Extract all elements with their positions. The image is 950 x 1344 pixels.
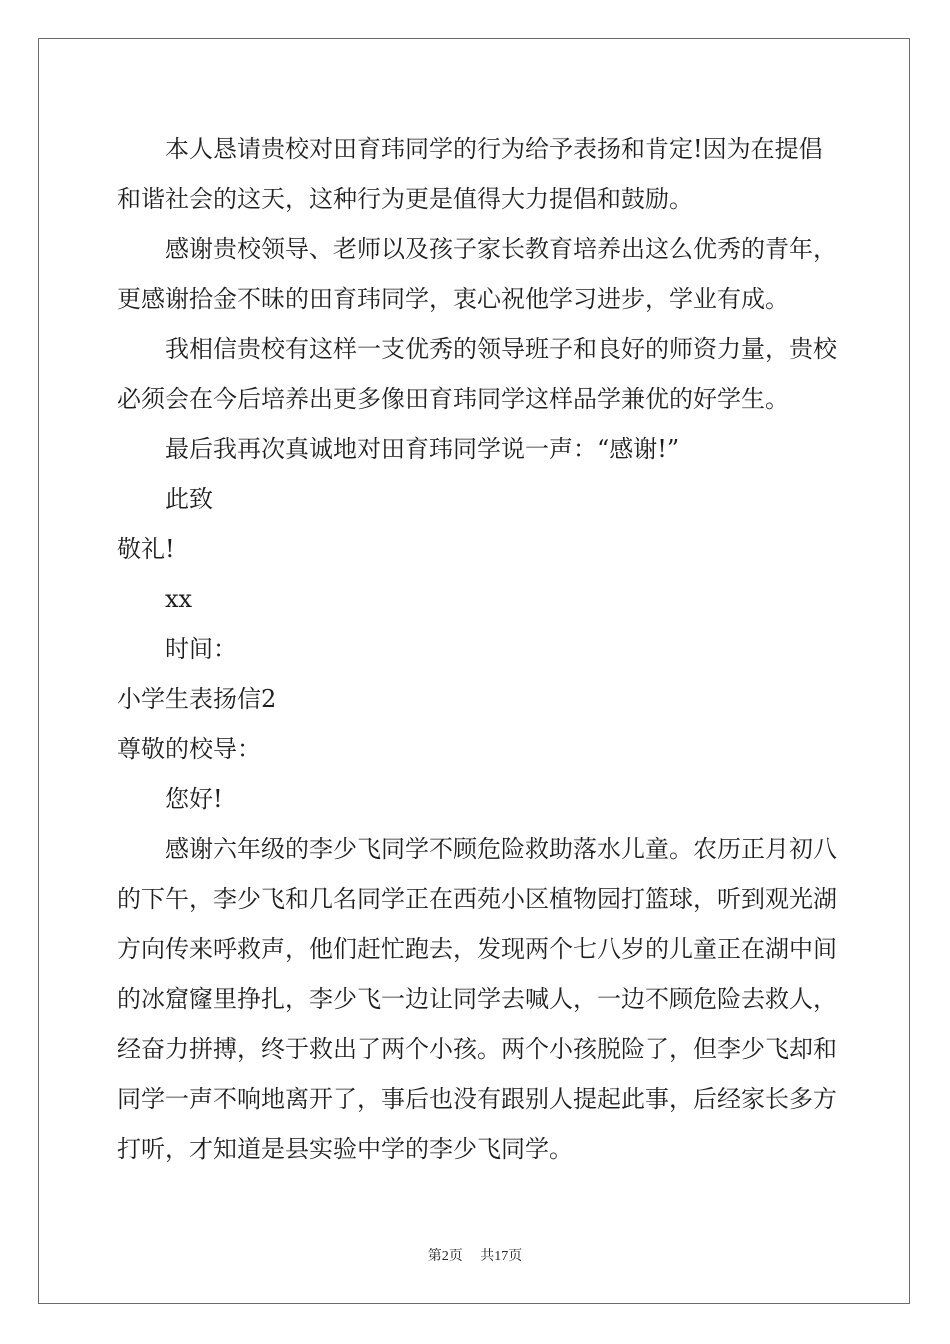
body-line: 感谢六年级的李少飞同学不顾危险救助落水儿童。农历正月初八 xyxy=(165,835,837,863)
body-line: 经奋力拼搏，终于救出了两个小孩。两个小孩脱险了，但李少飞却和 xyxy=(117,1035,837,1063)
body-line: 同学一声不响地离开了，事后也没有跟别人提起此事，后经家长多方 xyxy=(117,1085,837,1113)
body-line: 更感谢拾金不昧的田育玮同学，衷心祝他学习进步，学业有成。 xyxy=(117,285,789,313)
greeting: 您好! xyxy=(165,785,223,813)
body-line: 的下午，李少飞和几名同学正在西苑小区植物园打篮球，听到观光湖 xyxy=(117,885,837,913)
body-line: 感谢贵校领导、老师以及孩子家长教育培养出这么优秀的青年， xyxy=(165,235,837,263)
greeting-recipient: 尊敬的校导： xyxy=(117,735,261,763)
body-line: 方向传来呼救声，他们赶忙跑去，发现两个七八岁的儿童正在湖中间 xyxy=(117,935,837,963)
body-line: 的冰窟窿里挣扎，李少飞一边让同学去喊人，一边不顾危险去救人， xyxy=(117,985,837,1013)
body-line: 我相信贵校有这样一支优秀的领导班子和良好的师资力量，贵校 xyxy=(165,335,837,363)
page-border xyxy=(38,38,910,1304)
page-footer xyxy=(0,1245,950,1265)
page-number: 第2页 xyxy=(427,1249,463,1264)
date-label: 时间： xyxy=(165,635,237,663)
body-line: 本人恳请贵校对田育玮同学的行为给予表扬和肯定!因为在提倡 xyxy=(165,135,823,163)
body-line: 必须会在今后培养出更多像田育玮同学这样品学兼优的好学生。 xyxy=(117,385,789,413)
body-line: 和谐社会的这天，这种行为更是值得大力提倡和鼓励。 xyxy=(117,185,693,213)
body-line: 最后我再次真诚地对田育玮同学说一声：“感谢!” xyxy=(165,435,680,463)
closing-salutation: 此致 xyxy=(165,485,213,513)
body-line: 打听，才知道是县实验中学的李少飞同学。 xyxy=(117,1135,573,1163)
closing-regards: 敬礼! xyxy=(117,535,175,563)
section-title: 小学生表扬信2 xyxy=(117,685,277,713)
page-total: 共17页 xyxy=(480,1249,523,1264)
signature: xx xyxy=(165,585,193,613)
